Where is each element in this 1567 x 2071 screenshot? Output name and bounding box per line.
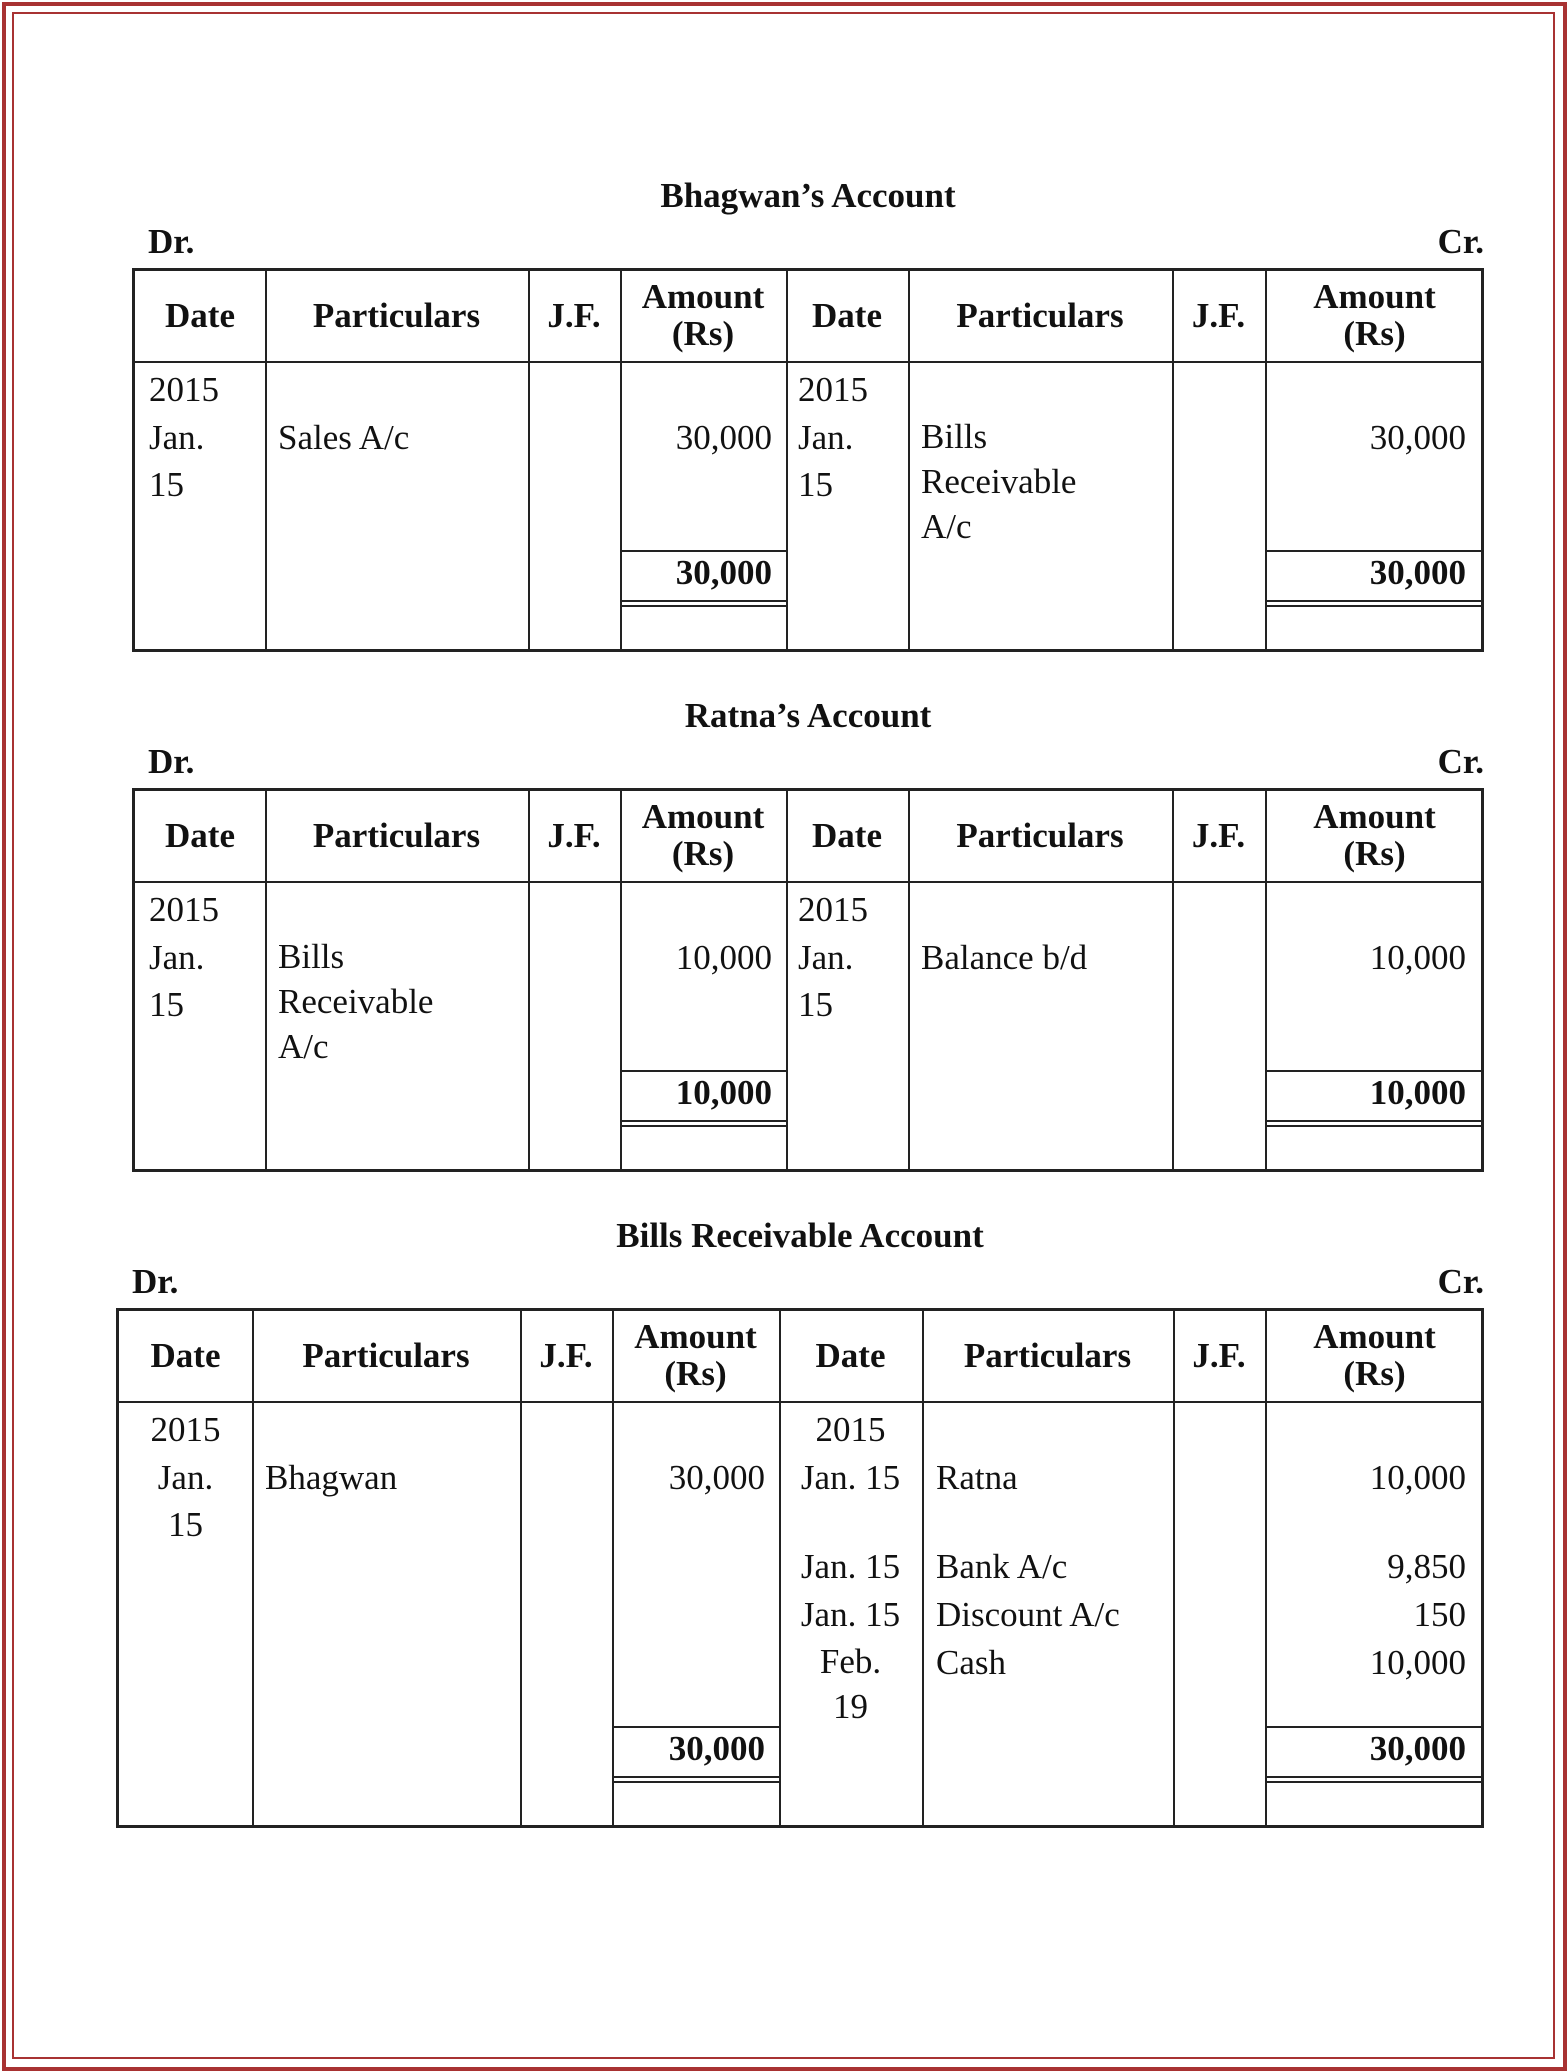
credit-entry-date: Jan. 15	[800, 1595, 901, 1634]
credit-entry-particulars: Cash	[936, 1643, 1006, 1682]
debit-date: Jan. 15	[157, 1458, 214, 1544]
header-jf: J.F.	[1191, 815, 1246, 855]
credit-entry-amount: 9,850	[1387, 1547, 1466, 1586]
header-amount-unit: (Rs)	[1343, 1354, 1406, 1393]
header-date: Date	[165, 295, 235, 335]
debit-year: 2015	[149, 890, 219, 929]
credit-entry-date: Jan. 15	[800, 1547, 901, 1586]
header-particulars: Particulars	[956, 815, 1124, 855]
debit-particulars: Bhagwan	[265, 1458, 398, 1497]
account-title: Ratna’s Account	[684, 696, 932, 735]
header-date: Date	[812, 295, 882, 335]
bills-receivable-account	[116, 1212, 1484, 1828]
bhagwan-account	[132, 172, 1484, 652]
debit-amount: 30,000	[675, 418, 772, 457]
credit-entry-amount: 10,000	[1369, 1643, 1466, 1682]
credit-total: 30,000	[1369, 553, 1466, 592]
debit-amount: 30,000	[668, 1458, 765, 1497]
ledger-table	[132, 788, 1484, 1172]
header-date: Date	[165, 815, 235, 855]
credit-entry-date: Feb. 19	[819, 1642, 882, 1726]
credit-label: Cr.	[1437, 222, 1484, 261]
credit-year: 2015	[798, 890, 868, 929]
header-jf: J.F.	[539, 1335, 593, 1375]
account-title: Bhagwan’s Account	[660, 176, 956, 215]
header-amount	[1265, 1311, 1484, 1401]
credit-amount: 10,000	[1369, 938, 1466, 977]
ledger-table	[116, 1308, 1484, 1828]
credit-entry-amount: 10,000	[1369, 1458, 1466, 1497]
header-amount-label: Amount	[641, 797, 765, 837]
credit-amount: 30,000	[1369, 418, 1466, 457]
header-amount-label: Amount	[634, 1317, 757, 1357]
debit-year: 2015	[149, 370, 219, 409]
credit-year: 2015	[815, 1410, 886, 1449]
debit-label: Dr.	[148, 742, 195, 781]
ratna-account	[132, 692, 1484, 1172]
debit-label: Dr.	[132, 1262, 179, 1301]
header-amount	[612, 1311, 779, 1401]
header-jf: J.F.	[547, 815, 601, 855]
debit-date: Jan. 15	[149, 938, 205, 1024]
header-particulars: Particulars	[302, 1335, 470, 1375]
header-amount-unit: (Rs)	[671, 314, 735, 353]
credit-particulars: Balance b/d	[921, 938, 1088, 977]
credit-label: Cr.	[1437, 742, 1484, 781]
credit-particulars: Bills Receivable A/c	[921, 417, 1077, 546]
debit-amount: 10,000	[675, 938, 772, 977]
credit-entry-date: Jan. 15	[800, 1458, 901, 1497]
header-jf: J.F.	[1191, 295, 1246, 335]
header-jf: J.F.	[1192, 1335, 1246, 1375]
debit-particulars: Sales A/c	[278, 418, 410, 457]
header-amount-unit: (Rs)	[671, 834, 735, 873]
debit-total: 30,000	[675, 553, 772, 592]
header-date: Date	[815, 1335, 886, 1375]
ledger-table	[132, 268, 1484, 652]
credit-entry-particulars: Bank A/c	[936, 1547, 1068, 1586]
header-particulars: Particulars	[312, 295, 481, 335]
debit-label: Dr.	[148, 222, 195, 261]
credit-year: 2015	[798, 370, 868, 409]
debit-total: 10,000	[675, 1073, 772, 1112]
header-amount-label: Amount	[641, 277, 765, 317]
header-amount	[620, 271, 786, 361]
credit-total: 30,000	[1369, 1729, 1466, 1768]
header-amount-label: Amount	[1313, 277, 1436, 317]
credit-date: Jan. 15	[798, 418, 854, 504]
header-particulars: Particulars	[312, 815, 481, 855]
account-title: Bills Receivable Account	[616, 1216, 984, 1255]
debit-date: Jan. 15	[149, 418, 205, 504]
credit-entry-particulars: Ratna	[936, 1458, 1018, 1497]
credit-date: Jan. 15	[798, 938, 854, 1024]
header-date: Date	[812, 815, 882, 855]
header-jf: J.F.	[547, 295, 601, 335]
credit-label: Cr.	[1437, 1262, 1484, 1301]
credit-entry-particulars: Discount A/c	[936, 1595, 1120, 1634]
header-particulars: Particulars	[963, 1335, 1132, 1375]
header-particulars: Particulars	[956, 295, 1124, 335]
header-amount	[620, 791, 786, 881]
header-amount-unit: (Rs)	[1343, 314, 1406, 353]
credit-total: 10,000	[1369, 1073, 1466, 1112]
header-amount-label: Amount	[1313, 797, 1436, 837]
debit-year: 2015	[150, 1410, 221, 1449]
header-amount	[1265, 791, 1484, 881]
header-amount-unit: (Rs)	[664, 1354, 727, 1393]
header-date: Date	[150, 1335, 221, 1375]
credit-entry-amount: 150	[1413, 1595, 1466, 1634]
header-amount-label: Amount	[1313, 1317, 1436, 1357]
header-amount-unit: (Rs)	[1343, 834, 1406, 873]
header-amount	[1265, 271, 1484, 361]
debit-particulars: Bills Receivable A/c	[278, 937, 434, 1066]
debit-total: 30,000	[668, 1729, 765, 1768]
